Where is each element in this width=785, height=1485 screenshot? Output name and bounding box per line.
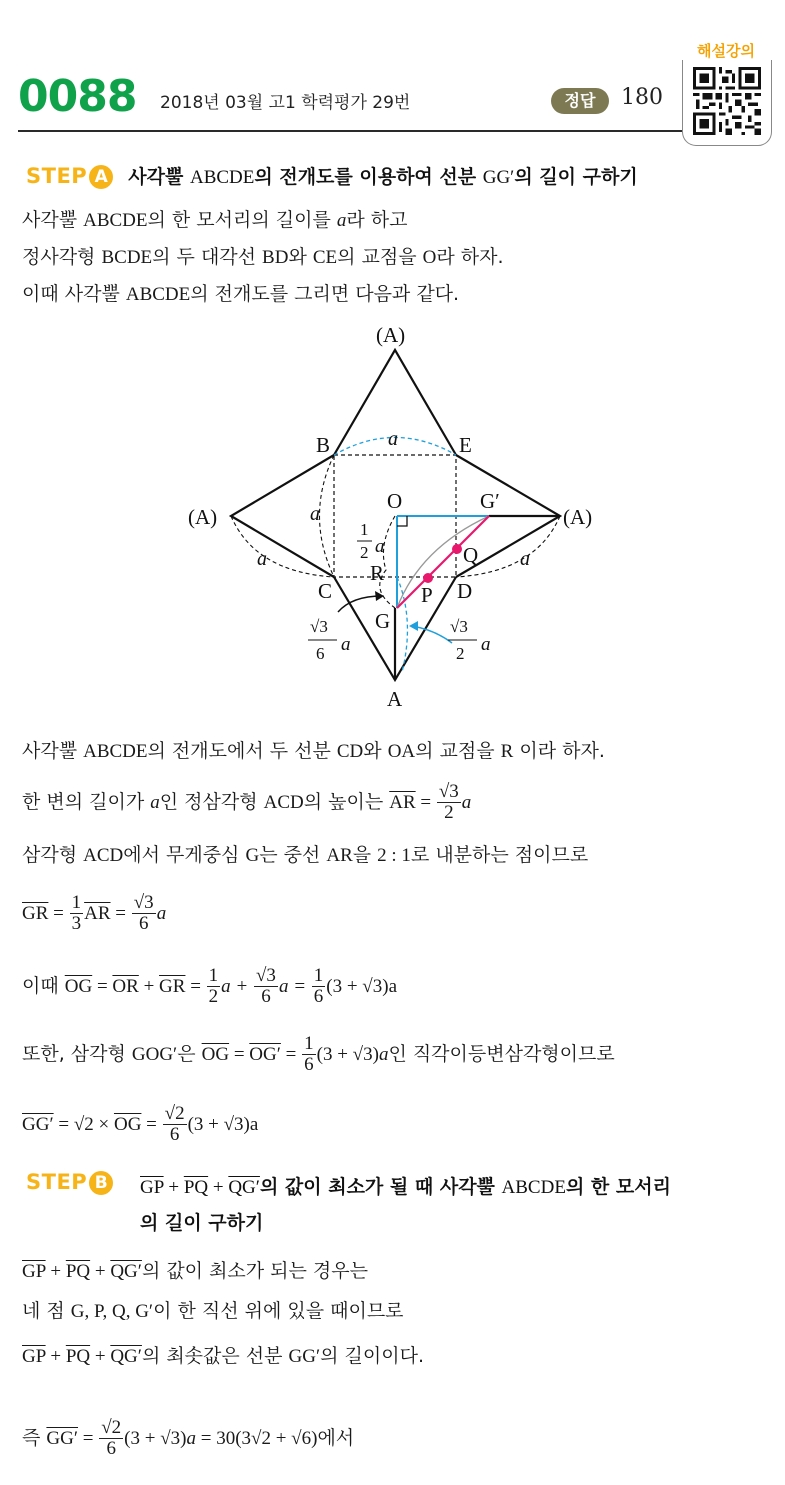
svg-text:a: a xyxy=(375,536,385,557)
svg-text:6: 6 xyxy=(316,644,325,663)
step-b-line-3: $\overline{GP} + \overline{PQ} + QG'$의 최솟값은 선분 GG′의 길이이다. xyxy=(22,1345,425,1367)
label-r: R xyxy=(370,561,385,585)
problem-number: 0088 xyxy=(18,71,137,122)
step-b-line-2: 네 점 G, P, Q, G′이 한 직선 위에 있을 때이므로 xyxy=(22,1300,404,1322)
label-edge-lower-right: a xyxy=(520,548,530,570)
label-apex-right: (A) xyxy=(563,505,593,529)
label-d: D xyxy=(457,579,473,603)
step-a-line-3: 이때 사각뿔 ABCDE의 전개도를 그리면 다음과 같다. xyxy=(22,283,460,305)
svg-text:√3: √3 xyxy=(450,617,468,636)
svg-text:1: 1 xyxy=(360,520,369,539)
label-b: B xyxy=(316,433,331,457)
step-a-badge: A xyxy=(89,165,113,189)
step-a-title: 사각뿔 ABCDE의 전개도를 이용하여 선분 GG′의 길이 구하기 xyxy=(128,166,638,188)
label-edge-top: a xyxy=(388,428,398,450)
svg-text:2: 2 xyxy=(456,644,465,663)
label-apex-left: (A) xyxy=(188,505,218,529)
arrow-gr-head xyxy=(375,591,384,601)
svg-text:a: a xyxy=(481,634,491,655)
step-b-title-line-1: $\overline{GP} + \overline{PQ} + QG'$의 값이 최소가 될 때 사각뿔 ABCDE의 한 모서리 xyxy=(140,1176,671,1198)
explanation-line-7: $GG' = √2 \times \overline{OG}$ = $\frac{√2}{6}$ (3 + √3)a xyxy=(22,1103,259,1145)
edge-arcs xyxy=(231,455,560,608)
step-a-label: STEP xyxy=(26,164,88,188)
explanation-line-6: 또한, 삼각형 GOG′은 $\overline{OG} = OG'$ = $\frac{1}{6}$ (3 + √3)a인 직각이등변삼각형이므로 xyxy=(22,1033,615,1075)
answer-badge: 정답 xyxy=(551,88,609,114)
label-apex-top: (A) xyxy=(376,323,406,347)
label-e: E xyxy=(459,433,472,457)
label-ar-length xyxy=(448,617,491,663)
problem-source: 2018년 03월 고1 학력평가 29번 xyxy=(160,93,411,113)
ar-arc xyxy=(397,577,407,672)
explanation-line-1: 사각뿔 ABCDE의 전개도에서 두 선분 CD와 OA의 교점을 R 이라 하자. xyxy=(22,740,605,762)
label-gr-length xyxy=(308,617,351,663)
answer-value: 180 xyxy=(621,85,663,110)
label-half-a xyxy=(357,520,385,562)
net-outline xyxy=(231,350,560,680)
arrow-ar-head xyxy=(409,621,418,631)
label-p: P xyxy=(421,583,433,607)
label-q: Q xyxy=(463,543,479,567)
label-edge-left: a xyxy=(310,503,320,525)
label-c: C xyxy=(318,579,333,603)
step-b-badge: B xyxy=(89,1171,113,1195)
step-b-heading xyxy=(26,1170,113,1195)
label-g-prime: G′ xyxy=(480,489,500,513)
svg-text:2: 2 xyxy=(360,543,369,562)
step-b-line-4: 즉 GG′ = $\frac{√2}{6}$ (3 + √3)a = 30(3√2 + √6)에서 xyxy=(22,1417,355,1459)
step-a-line-2: 정사각형 BCDE의 두 대각선 BD와 CE의 교점을 O라 하자. xyxy=(22,246,504,268)
point-q-marker xyxy=(452,544,462,554)
step-a-line-1: 사각뿔 ABCDE의 한 모서리의 길이를 a라 하고 xyxy=(22,209,408,231)
label-apex-bottom: A xyxy=(387,687,403,711)
point-p-marker xyxy=(423,573,433,583)
step-b-title-line-2: 의 길이 구하기 xyxy=(140,1212,264,1234)
explanation-line-2: 한 변의 길이가 a인 정삼각형 ACD의 높이는 $\overline{AR}$ = $\frac{√3}{2}$ a xyxy=(22,781,472,823)
step-b-line-1: $\overline{GP} + \overline{PQ} + QG'$의 값이 최소가 되는 경우는 xyxy=(22,1260,368,1282)
svg-text:√3: √3 xyxy=(310,617,328,636)
step-b-label: STEP xyxy=(26,1170,88,1194)
label-edge-lower-left: a xyxy=(257,548,267,570)
explanation-line-4: $\overline{GR}$ = $\frac{1}{3}$ $\overline{AR}$ = $\frac{√3}{6}$ a xyxy=(22,892,167,934)
svg-text:a: a xyxy=(341,634,351,655)
label-g: G xyxy=(375,609,391,633)
right-angle-marker xyxy=(397,516,407,526)
explanation-line-3: 삼각형 ACD에서 무게중심 G는 중선 AR을 2 : 1로 내분하는 점이므로 xyxy=(22,844,589,866)
explanation-line-5: 이때 $\overline{OG} = \overline{OR} + \overline{GR}$ = $\frac{1}{2}$ a + $\frac{√3}{6}$ a = $\frac{1}{6}$ (3 + √3)a xyxy=(22,965,397,1007)
pyramid-net-diagram xyxy=(0,0,785,720)
lecture-link-label[interactable]: 해설강의 xyxy=(697,42,755,60)
label-o: O xyxy=(387,489,403,513)
